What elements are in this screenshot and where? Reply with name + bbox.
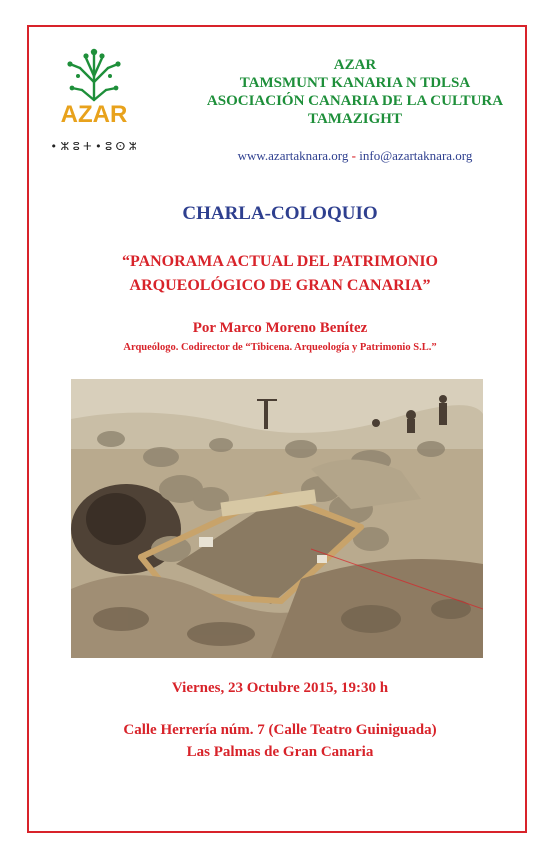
org-name-line: ASOCIACIÓN CANARIA DE LA CULTURA: [206, 93, 504, 109]
contact-line: [190, 148, 520, 164]
email-link[interactable]: info@azartaknara.org: [359, 148, 473, 163]
talk-title-line: “PANORAMA ACTUAL DEL PATRIMONIO: [121, 253, 438, 270]
talk-title-line: ARQUEOLÓGICO DE GRAN CANARIA”: [129, 277, 431, 294]
org-name-line: AZAR: [333, 57, 377, 73]
event-date: Viernes, 23 Octubre 2015, 19:30 h: [171, 680, 389, 696]
website-link[interactable]: www.azartaknara.org: [237, 148, 349, 163]
organization-name-block: [190, 56, 520, 128]
talk-title: [60, 250, 500, 298]
tree-figure-icon: [52, 42, 136, 160]
speaker-name: Por Marco Moreno Benítez: [192, 320, 368, 336]
speaker-role: Arqueólogo. Codirector de “Tibicena. Arqueología y Patrimonio S.L.”: [123, 342, 437, 353]
address-line: Las Palmas de Gran Canaria: [186, 744, 374, 760]
logo-wordmark: AZAR: [60, 101, 128, 128]
logo-tifinagh-symbols: • ⵣ ⵓ ⵜ • ⵓ ⵙ ⵣ: [52, 140, 136, 153]
org-name-line: TAMSMUNT KANARIA N TDLSA: [239, 75, 471, 91]
contact-separator: -: [351, 148, 356, 163]
address-line: Calle Herrería núm. 7 (Calle Teatro Guiniguada): [123, 722, 437, 738]
azar-logo: [52, 42, 136, 160]
org-name-line: TAMAZIGHT: [308, 111, 402, 127]
event-address: [0, 719, 560, 763]
excavation-photo: [71, 379, 483, 658]
event-type-heading: CHARLA-COLOQUIO: [182, 203, 378, 224]
